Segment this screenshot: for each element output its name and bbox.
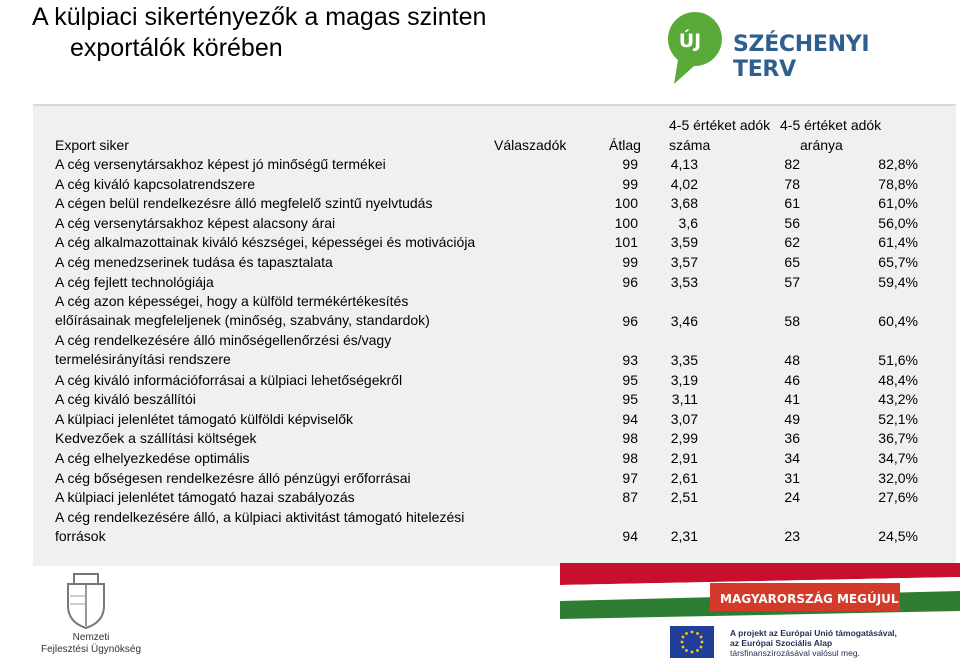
row-label-line-1: A cég alkalmazottainak kiváló készségei, képességei és motivációja	[55, 234, 476, 251]
row-average: 3,46	[670, 312, 698, 329]
row-count: 36	[784, 430, 800, 447]
row-label-line-1: A cég azon képességei, hogy a külföld termékértékesítés	[55, 293, 409, 310]
magyarorszag-megujul-label: MAGYARORSZÁG MEGÚJUL	[720, 592, 899, 606]
row-share: 43,2%	[878, 391, 918, 408]
row-label	[55, 449, 250, 468]
row-label-line-1: A cégen belül rendelkezésre álló megfelelő szintű nyelvtudás	[55, 195, 433, 212]
row-count: 23	[784, 528, 800, 545]
row-count: 41	[784, 391, 800, 408]
table-row	[33, 175, 956, 195]
row-label-line-1: A cég menedzserinek tudása és tapasztalata	[55, 254, 333, 270]
row-respondents: 98	[622, 450, 638, 466]
row-share: 82,8%	[878, 156, 918, 172]
row-label	[55, 371, 402, 390]
row-share: 60,4%	[878, 312, 918, 329]
header-share-line2: aránya	[800, 137, 843, 153]
row-share: 34,7%	[878, 450, 918, 466]
row-label	[55, 155, 386, 174]
row-count: 78	[784, 175, 800, 192]
row-label	[55, 488, 355, 507]
table-row	[33, 488, 956, 508]
row-count: 82	[784, 156, 800, 172]
row-share: 52,1%	[878, 410, 918, 427]
row-average: 4,02	[670, 175, 698, 192]
row-average: 3,57	[670, 254, 698, 270]
header-count-line2: száma	[669, 137, 711, 153]
eu-support-text	[730, 628, 950, 658]
row-label-line-1: A cég versenytársakhoz képest alacsony árai	[55, 214, 336, 231]
row-average: 3,11	[671, 391, 698, 408]
row-average: 3,68	[670, 195, 698, 212]
agency-line-1: Nemzeti	[72, 632, 110, 643]
row-share: 61,4%	[878, 234, 918, 251]
row-share: 27,6%	[878, 489, 918, 506]
results-table	[33, 104, 956, 566]
row-label	[55, 410, 353, 429]
header-export-siker: Export siker	[55, 137, 129, 153]
row-average: 3,19	[670, 371, 698, 388]
row-label-line-2: termelésirányítási rendszere	[55, 351, 231, 368]
row-average: 3,6	[678, 214, 698, 231]
row-average: 2,31	[670, 528, 698, 545]
row-count: 31	[784, 469, 800, 486]
row-count: 24	[784, 489, 800, 506]
row-count: 49	[784, 410, 800, 427]
row-respondents: 101	[614, 234, 638, 251]
row-respondents: 100	[614, 214, 638, 231]
row-respondents: 93	[622, 351, 638, 368]
table-row	[33, 292, 956, 331]
row-share: 48,4%	[878, 371, 918, 388]
row-label-line-1: A cég kiváló információforrásai a külpiaci lehetőségekről	[55, 371, 403, 388]
row-label	[55, 214, 335, 233]
row-label	[55, 390, 196, 409]
row-average: 3,53	[670, 273, 698, 290]
row-average: 3,59	[670, 234, 698, 251]
table-row	[33, 508, 956, 547]
row-label	[55, 175, 255, 194]
row-count: 46	[784, 371, 800, 388]
row-label	[55, 469, 411, 488]
row-label-line-1: A cég rendelkezésére álló minőségellenőrzési és/vagy	[55, 332, 392, 349]
row-count: 65	[784, 254, 800, 270]
agency-line-2: Fejlesztési Ügynökség	[40, 644, 142, 655]
agency-name	[36, 632, 146, 656]
eu-text-line-1: A projekt az Európai Unió támogatásával,	[730, 628, 897, 638]
row-respondents: 94	[622, 410, 638, 427]
table-row	[33, 429, 956, 449]
row-label	[55, 253, 333, 272]
row-label-line-1: A cég fejlett technológiája	[55, 273, 214, 290]
row-average: 2,61	[670, 469, 698, 486]
header-count-line1: 4-5 értéket adók	[669, 117, 771, 133]
row-label	[55, 194, 432, 213]
row-label-line-1: Kedvezőek a szállítási költségek	[55, 430, 257, 447]
table-row	[33, 155, 956, 175]
row-count: 57	[784, 273, 800, 290]
row-average: 2,99	[670, 430, 698, 447]
row-respondents: 97	[622, 469, 638, 486]
table-row	[33, 233, 956, 253]
row-share: 59,4%	[878, 273, 918, 290]
table-row	[33, 194, 956, 214]
page-title	[32, 2, 632, 64]
hungarian-flag-banner-icon	[560, 563, 960, 619]
row-share: 36,7%	[878, 430, 918, 447]
row-share: 51,6%	[878, 351, 918, 368]
header-share-line1: 4-5 értéket adók	[780, 117, 882, 133]
row-respondents: 94	[622, 528, 638, 545]
header-atlag: Átlag	[609, 137, 641, 153]
row-average: 3,07	[670, 410, 698, 427]
row-label-line-1: A cég kiváló kapcsolatrendszere	[55, 175, 255, 192]
row-count: 56	[784, 214, 800, 231]
table-row	[33, 253, 956, 273]
row-respondents: 95	[622, 391, 638, 408]
row-count: 48	[784, 351, 800, 368]
eu-text-line-2: az Európai Szociális Alap	[730, 638, 833, 648]
row-label-line-1: A cég kiváló beszállítói	[55, 391, 196, 408]
row-share: 65,7%	[878, 254, 918, 270]
row-count: 58	[784, 312, 800, 329]
header-valaszadok: Válaszadók	[494, 137, 567, 153]
table-row	[33, 214, 956, 234]
row-label	[55, 292, 430, 330]
row-respondents: 98	[622, 430, 638, 447]
row-label-line-1: A cég rendelkezésére álló, a külpiaci aktivitást támogató hitelezési	[55, 508, 465, 525]
title-line-2: exportálók körében	[70, 34, 283, 62]
row-count: 61	[784, 195, 800, 212]
row-share: 32,0%	[878, 469, 918, 486]
row-average: 4,13	[670, 156, 698, 172]
row-share: 78,8%	[878, 175, 918, 192]
title-line-1: A külpiaci sikertényezők a magas szinten	[32, 3, 487, 31]
row-label	[55, 331, 391, 369]
table-row	[33, 469, 956, 489]
eu-flag-icon	[670, 626, 714, 658]
table-row	[33, 331, 956, 370]
row-average: 2,51	[670, 489, 698, 506]
row-share: 61,0%	[878, 195, 918, 212]
row-label	[55, 273, 214, 292]
row-label	[55, 429, 257, 448]
row-count: 62	[784, 234, 800, 251]
row-label	[55, 233, 475, 252]
row-label-line-2: források	[55, 527, 106, 544]
row-label-line-1: A cég elhelyezkedése optimális	[55, 450, 250, 466]
eu-text-line-3: társfinanszírozásával valósul meg.	[730, 648, 860, 658]
row-share: 24,5%	[878, 528, 918, 545]
row-respondents: 95	[622, 371, 638, 388]
row-label-line-1: A külpiaci jelenlétet támogató külföldi képviselők	[55, 410, 354, 427]
row-respondents: 99	[622, 175, 638, 192]
row-label-line-1: A cég versenytársakhoz képest jó minőségű termékei	[55, 156, 386, 172]
logo-badge-label: ÚJ	[678, 30, 702, 52]
row-share: 56,0%	[878, 214, 918, 231]
row-average: 2,91	[670, 450, 698, 466]
row-label-line-2: előírásainak megfeleljenek (minőség, szabvány, standardok)	[55, 312, 430, 329]
row-count: 34	[784, 450, 800, 466]
table-row	[33, 390, 956, 410]
row-respondents: 99	[622, 156, 638, 172]
row-respondents: 100	[614, 195, 638, 212]
table-row	[33, 371, 956, 391]
row-average: 3,35	[670, 351, 698, 368]
table-row	[33, 449, 956, 469]
row-respondents: 99	[622, 254, 638, 270]
table-row	[33, 410, 956, 430]
szechenyi-terv-logo	[664, 10, 924, 86]
row-label-line-1: A külpiaci jelenlétet támogató hazai szabályozás	[55, 489, 355, 506]
row-respondents: 96	[622, 312, 638, 329]
row-respondents: 96	[622, 273, 638, 290]
table-row	[33, 273, 956, 293]
row-label-line-1: A cég bőségesen rendelkezésre álló pénzügyi erőforrásai	[55, 469, 411, 486]
row-label	[55, 508, 464, 546]
row-respondents: 87	[622, 489, 638, 506]
logo-text: SZÉCHENYI TERV	[733, 32, 870, 82]
